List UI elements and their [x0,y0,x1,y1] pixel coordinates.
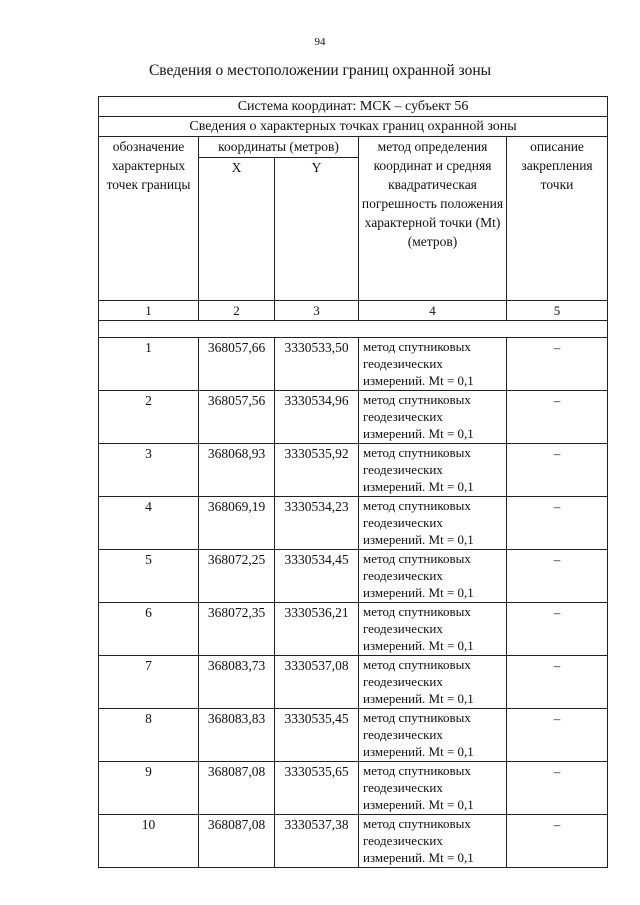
cell-point: 9 [99,762,199,815]
column-number: 5 [507,301,608,321]
table-row [99,444,608,497]
cell-method: метод спутниковых геодезических измерений. Mt = 0,1 [359,444,507,497]
cell-point: 6 [99,603,199,656]
page-number: 94 [314,36,326,48]
cell-y: 3330537,08 [275,656,359,709]
cell-method: метод спутниковых геодезических измерений. Mt = 0,1 [359,338,507,391]
header-point: обозначение характерных точек границы [99,137,199,301]
cell-y: 3330535,45 [275,709,359,762]
column-number: 3 [275,301,359,321]
cell-point: 2 [99,391,199,444]
spacer-row [99,321,608,338]
cell-y: 3330537,38 [275,815,359,868]
cell-method: метод спутниковых геодезических измерений. Mt = 0,1 [359,815,507,868]
cell-fix-description: – [507,762,608,815]
header-fix-description: описание закрепления точки [507,137,608,301]
cell-x: 368072,25 [199,550,275,603]
cell-y: 3330536,21 [275,603,359,656]
cell-y: 3330534,45 [275,550,359,603]
table-row [99,762,608,815]
cell-y: 3330535,92 [275,444,359,497]
cell-fix-description: – [507,444,608,497]
cell-x: 368069,19 [199,497,275,550]
cell-method: метод спутниковых геодезических измерений. Mt = 0,1 [359,497,507,550]
cell-fix-description: – [507,815,608,868]
cell-y: 3330535,65 [275,762,359,815]
table-subtitle-row [99,117,608,137]
header-method: метод определения координат и средняя квадратическая погрешность положения характерной точки (Mt) (метров) [359,137,507,301]
cell-point: 10 [99,815,199,868]
column-number-row [99,301,608,321]
column-number: 1 [99,301,199,321]
table-row [99,603,608,656]
cell-method: метод спутниковых геодезических измерений. Mt = 0,1 [359,762,507,815]
cell-point: 5 [99,550,199,603]
header-y: Y [275,158,359,301]
table-row [99,338,608,391]
cell-method: метод спутниковых геодезических измерений. Mt = 0,1 [359,550,507,603]
cell-y: 3330534,96 [275,391,359,444]
cell-point: 3 [99,444,199,497]
coordinates-table [98,96,608,868]
cell-point: 1 [99,338,199,391]
cell-method: метод спутниковых геодезических измерений. Mt = 0,1 [359,709,507,762]
cell-x: 368083,83 [199,709,275,762]
cell-point: 7 [99,656,199,709]
header-coordinates: координаты (метров) [199,137,359,158]
document-title: Сведения о местоположении границ охранной зоны [148,62,492,79]
cell-fix-description: – [507,391,608,444]
cell-x: 368072,35 [199,603,275,656]
spacer-cell [99,321,608,338]
coordinate-system-row [99,97,608,117]
cell-x: 368057,66 [199,338,275,391]
column-number: 4 [359,301,507,321]
cell-x: 368057,56 [199,391,275,444]
cell-fix-description: – [507,656,608,709]
cell-fix-description: – [507,603,608,656]
cell-x: 368083,73 [199,656,275,709]
table-row [99,709,608,762]
cell-method: метод спутниковых геодезических измерений. Mt = 0,1 [359,603,507,656]
table-row [99,497,608,550]
table-row [99,656,608,709]
cell-fix-description: – [507,709,608,762]
cell-point: 8 [99,709,199,762]
cell-y: 3330534,23 [275,497,359,550]
cell-x: 368068,93 [199,444,275,497]
cell-fix-description: – [507,497,608,550]
header-x: X [199,158,275,301]
cell-fix-description: – [507,550,608,603]
cell-x: 368087,08 [199,762,275,815]
cell-point: 4 [99,497,199,550]
cell-fix-description: – [507,338,608,391]
cell-method: метод спутниковых геодезических измерений. Mt = 0,1 [359,391,507,444]
table-subtitle: Сведения о характерных точках границ охранной зоны [99,117,608,137]
cell-method: метод спутниковых геодезических измерений. Mt = 0,1 [359,656,507,709]
table-row [99,391,608,444]
cell-y: 3330533,50 [275,338,359,391]
cell-x: 368087,08 [199,815,275,868]
table-row [99,815,608,868]
coordinate-system-caption: Система координат: МСК – субъект 56 [99,97,608,117]
header-row [99,137,608,158]
table-row [99,550,608,603]
column-number: 2 [199,301,275,321]
